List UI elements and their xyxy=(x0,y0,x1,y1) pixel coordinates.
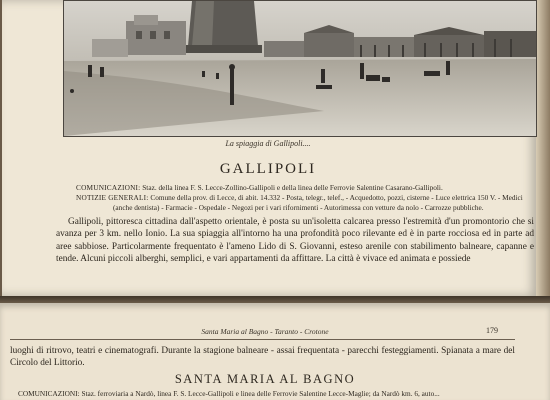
comunicazioni-entry xyxy=(76,183,528,193)
section-title-gallipoli: GALLIPOLI xyxy=(219,161,317,177)
paragraph: Gallipoli, pittoresca cittadina dall'aspetto orientale, è posta su un'isoletta calcarea presso l'estremità d'un promontorio che si avanza per 3 km. nello Ionio. La sua spiaggia all'intorno ha una profondità poco rilevante ed è in parte rocciosa ed in parte ad aree sabbiose. Particolarmente frequentato è l'ameno Lido di S. Giovanni, esteso arenile con stabilimento balneare, capanne e tende. Alcuni piccoli alberghi, semplici, e vari appartamenti da affittare. La città è vivace ed animata e possiede xyxy=(56,217,534,265)
beach-photo xyxy=(63,0,537,137)
paragraph: luoghi di ritrovo, teatri e cinematografi. Durante la stagione balneare - assai frequentata - parecchi festeggiamenti. Spianata a mare del Circolo del Littorio. xyxy=(10,346,515,369)
notizie-text: Comune della prov. di Lecce, di abit. 14.332 - Posta, telegr., telef., - Acquedotto, pozzi, cisterne - Luce elettrica 150 V. - Medici (anche dentista) - Farmacie - Ospedale - Negozi per i vari rifornimenti - Autorimessa con vetture da nolo - Carrozze pubbliche. xyxy=(113,193,523,212)
running-head: Santa Maria al Bagno - Taranto - Crotone xyxy=(201,327,329,336)
page-number: 179 xyxy=(486,326,498,335)
comunicazioni-entry-bottom xyxy=(18,389,518,399)
comunicazioni-text: Staz. della linea F. S. Lecce-Zollino-Gallipoli e della linea delle Ferrovie Salentine Casarano-Gallipoli. xyxy=(142,183,443,192)
page-edge xyxy=(536,0,550,296)
section-title-santa-maria: SANTA MARIA AL BAGNO xyxy=(174,372,356,386)
comunicazioni-label: COMUNICAZIONI: xyxy=(76,183,141,192)
comunicazioni-label: COMUNICAZIONI: xyxy=(18,389,80,398)
gallipoli-description xyxy=(56,216,534,266)
info-block xyxy=(76,183,528,213)
continued-text xyxy=(10,345,515,370)
notizie-label: NOTIZIE GENERALI: xyxy=(76,193,149,202)
photo-caption: La spiaggia di Gallipoli.... xyxy=(225,139,311,148)
header-rule xyxy=(10,339,515,340)
notizie-entry xyxy=(76,193,528,213)
comunicazioni-text: Staz. ferroviaria a Nardò, linea F. S. Lecce-Gallipoli e linea delle Ferrovie Salentine Lecce-Maglie; da Nardò km. 6, auto... xyxy=(81,389,440,398)
